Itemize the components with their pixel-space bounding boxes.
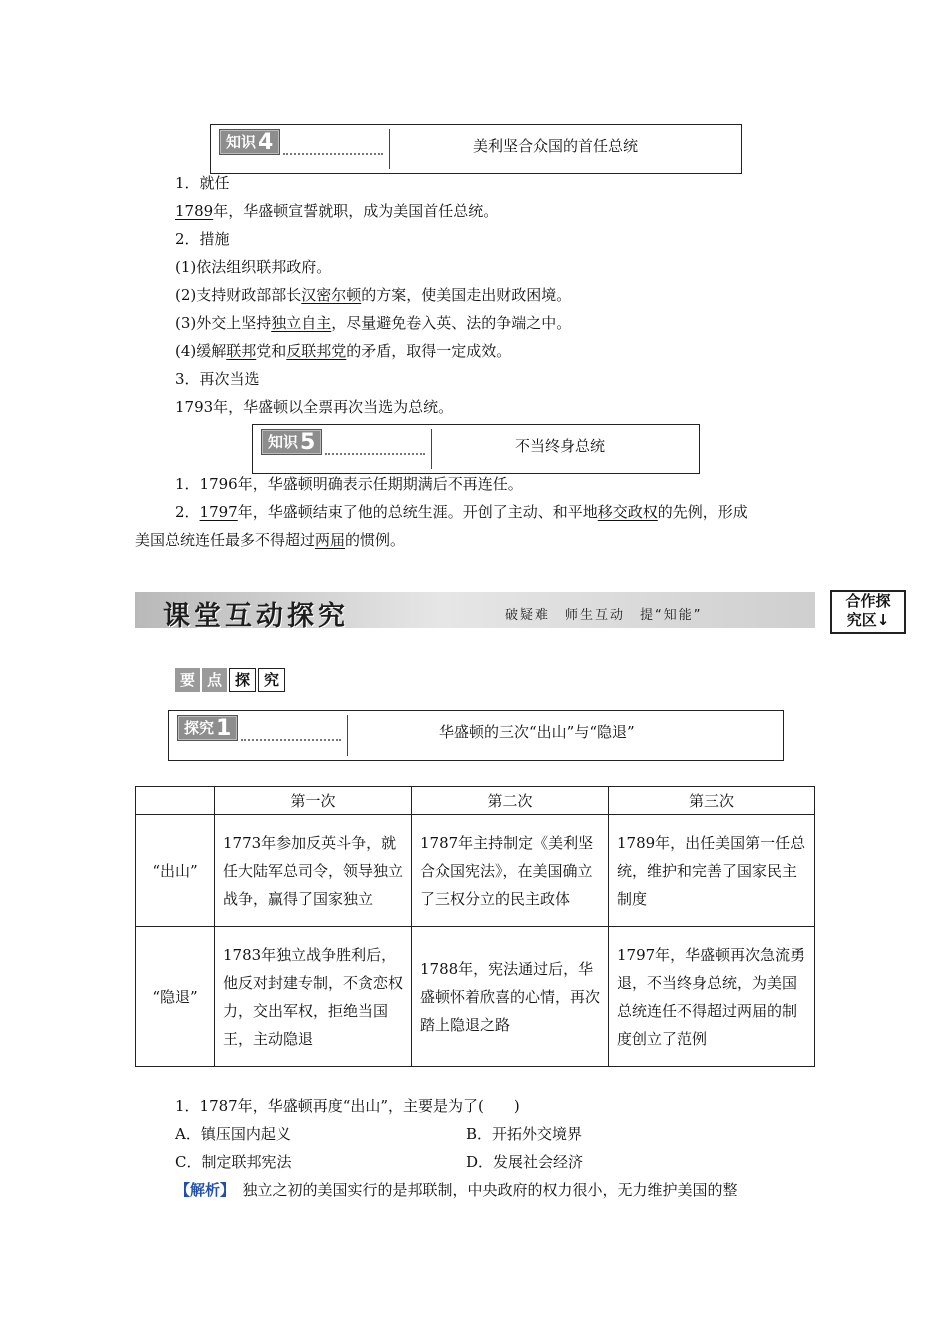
badge-number: 1 (216, 716, 232, 741)
divider (347, 715, 348, 756)
table-row (136, 927, 815, 1067)
key-points-label (175, 668, 285, 692)
table-row (136, 815, 815, 927)
p2-underlined: 移交政权 (597, 503, 658, 521)
measure-2 (175, 285, 571, 305)
coop-line-2: 究区↓ (846, 611, 890, 629)
table-header-cell: 第一次 (215, 787, 412, 815)
inauguration-text (175, 201, 498, 221)
badge-label: 知识 (226, 133, 257, 151)
table-cell: 1788年，宪法通过后，华盛顿怀着欣喜的心情，再次踏上隐退之路 (412, 927, 609, 1067)
section-banner (135, 592, 815, 632)
table-cell: 1789年，出任美国第一任总统，维护和完善了国家民主制度 (609, 815, 815, 927)
m4-a: (4)缓解 (175, 342, 227, 360)
row-label-yintui: “隐退” (136, 927, 215, 1067)
measure-3 (175, 313, 571, 333)
dotted-rule (325, 453, 425, 455)
knowledge-5-title: 不当终身总统 (515, 437, 606, 455)
m4-b: 党和 (256, 342, 287, 360)
badge-number: 4 (258, 130, 274, 155)
option-a[interactable]: A．镇压国内起义 (175, 1125, 291, 1143)
p2-a: 2． (175, 503, 200, 521)
badge-number: 5 (300, 430, 316, 455)
m3-underlined: 独立自主 (271, 314, 332, 332)
p2-c: 的先例，形成 (657, 503, 748, 521)
m2-a: (2)支持财政部部长 (175, 286, 302, 304)
analysis-label: 【解析】 (175, 1181, 228, 1199)
inauguration-rest: 年，华盛顿宣誓就职，成为美国首任总统。 (213, 202, 499, 220)
m4-underlined-2: 反联邦党 (286, 342, 347, 360)
option-c[interactable]: C．制定联邦宪法 (175, 1153, 292, 1171)
heading-inauguration: 1．就任 (175, 174, 230, 192)
knowledge-4-box (210, 124, 742, 174)
yd-char-4: 究 (258, 668, 285, 692)
option-b[interactable]: B．开拓外交境界 (466, 1125, 583, 1143)
m4-underlined-1: 联邦 (226, 342, 257, 360)
m3-a: (3)外交上坚持 (175, 314, 272, 332)
badge-label: 探究 (184, 719, 215, 737)
p3-a: 美国总统连任最多不得超过 (135, 531, 316, 549)
measure-4 (175, 341, 511, 361)
table-cell: 1797年，华盛顿再次急流勇退，不当终身总统，为美国总统连任不得超过两届的制度创立了范例 (609, 927, 815, 1067)
table-header-cell: 第二次 (412, 787, 609, 815)
knowledge-5-box (252, 424, 700, 474)
yd-char-1: 要 (175, 668, 200, 692)
m2-underlined: 汉密尔顿 (301, 286, 362, 304)
table-header-cell: 第三次 (609, 787, 815, 815)
table-header-row (136, 787, 815, 815)
dotted-rule (241, 739, 341, 741)
table-header-cell (136, 787, 215, 815)
explore-1-title: 华盛顿的三次“出山”与“隐退” (439, 723, 635, 741)
banner-subtitle: 破疑难 师生互动 提“知能” (505, 608, 703, 623)
yd-char-2: 点 (202, 668, 227, 692)
table-cell: 1773年参加反英斗争，就任大陆军总司令，领导独立战争，赢得了国家独立 (215, 815, 412, 927)
m4-c: 的矛盾，取得一定成效。 (346, 342, 512, 360)
knowledge-4-badge (219, 129, 280, 155)
analysis-line (175, 1180, 738, 1200)
p3-b: 的惯例。 (345, 531, 406, 549)
measure-1: (1)依法组织联邦政府。 (175, 258, 332, 276)
knowledge-5-badge (261, 429, 322, 455)
knowledge-4-title: 美利坚合众国的首任总统 (473, 137, 639, 155)
p3-underlined: 两届 (315, 531, 346, 549)
analysis-text: 独立之初的美国实行的是邦联制，中央政府的权力很小，无力维护美国的整 (227, 1181, 738, 1199)
question-1-stem: 1．1787年，华盛顿再度“出山”，主要是为了( ) (175, 1097, 520, 1115)
p2-b: 年，华盛顿结束了他的总统生涯。开创了主动、和平地 (237, 503, 598, 521)
term-1797-continued (135, 530, 405, 550)
explore-1-box (168, 710, 784, 761)
divider (389, 129, 390, 169)
term-1797-text (175, 502, 748, 522)
divider (431, 429, 432, 469)
option-d[interactable]: D．发展社会经济 (466, 1153, 584, 1171)
dotted-rule (283, 153, 383, 155)
table-cell: 1783年独立战争胜利后，他反对封建专制，不贪恋权力，交出军权，拒绝当国王，主动隐退 (215, 927, 412, 1067)
explore-1-badge (177, 715, 238, 741)
banner-title: 课堂互动探究 (163, 601, 349, 632)
m2-b: 的方案，使美国走出财政困境。 (361, 286, 572, 304)
comparison-table (135, 786, 815, 1067)
coop-line-1: 合作探 (845, 592, 891, 610)
m3-b: ，尽量避免卷入英、法的争端之中。 (331, 314, 572, 332)
yd-char-3: 探 (229, 668, 256, 692)
row-label-chushan: “出山” (136, 815, 215, 927)
year-1797: 1797 (199, 503, 238, 521)
reelection-text: 1793年，华盛顿以全票再次当选为总统。 (175, 398, 454, 416)
year-1789: 1789 (175, 202, 214, 220)
term-1796-text: 1．1796年，华盛顿明确表示任期期满后不再连任。 (175, 475, 523, 493)
heading-reelection: 3．再次当选 (175, 370, 260, 388)
heading-measures: 2．措施 (175, 230, 230, 248)
table-cell: 1787年主持制定《美利坚合众国宪法》，在美国确立了三权分立的民主政体 (412, 815, 609, 927)
cooperation-zone-box (830, 590, 906, 634)
badge-label: 知识 (268, 433, 299, 451)
